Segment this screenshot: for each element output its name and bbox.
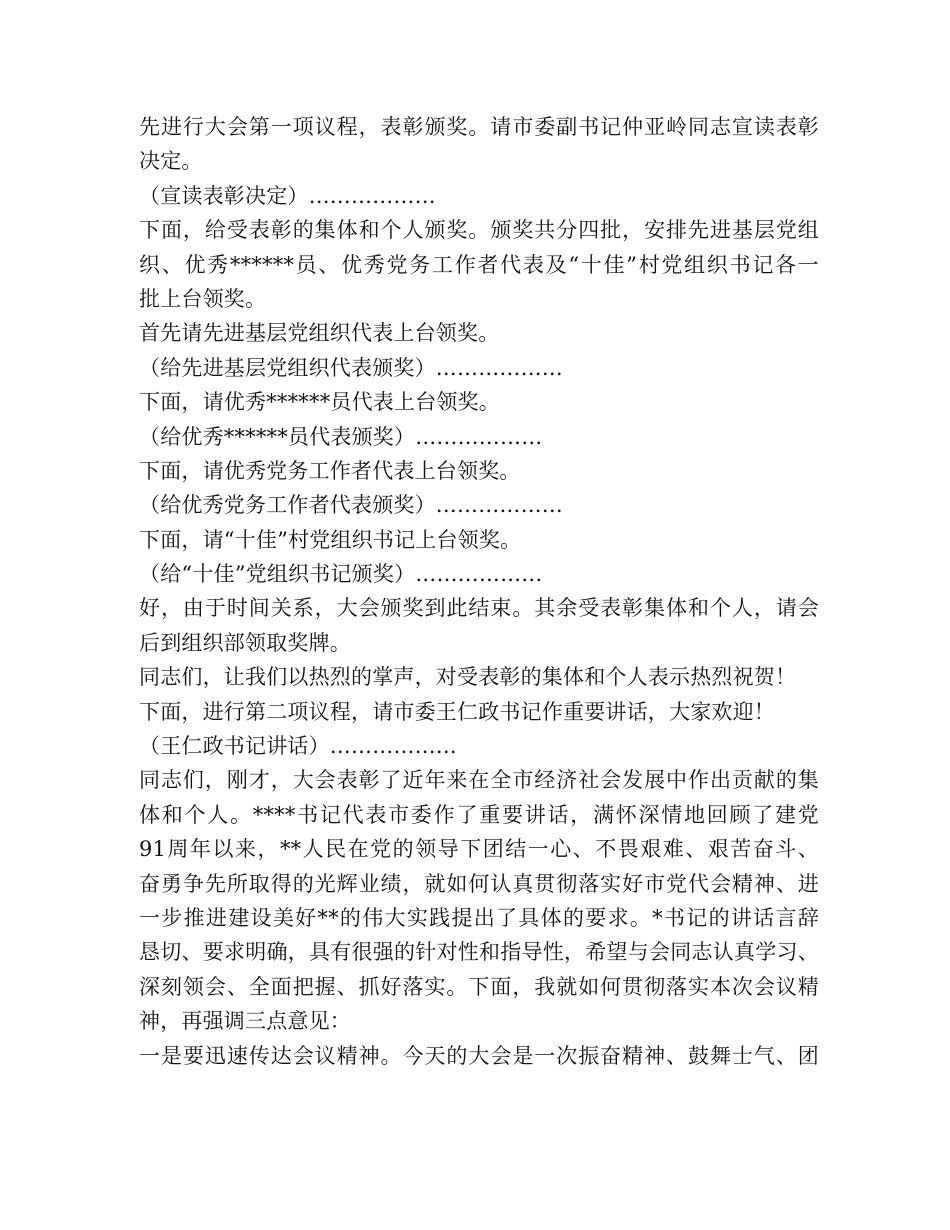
text-line: 同志们，刚才，大会表彰了近年来在全市经济社会发展中作出贡献的集	[139, 768, 819, 793]
text-line: （给“十佳”党组织书记颁奖）………………	[139, 562, 543, 587]
text-line: （给优秀******员代表颁奖）………………	[139, 424, 543, 449]
text-line: 织、优秀******员、优秀党务工作者代表及“十佳”村党组织书记各一	[139, 252, 819, 277]
text-line: 后到组织部领取奖牌。	[139, 630, 351, 655]
text-line: （给先进基层党组织代表颁奖）………………	[139, 355, 563, 380]
text-line: 同志们，让我们以热烈的掌声，对受表彰的集体和个人表示热烈祝贺！	[139, 665, 797, 690]
text-line: 91周年以来，**人民在党的领导下团结一心、不畏艰难、艰苦奋斗、	[139, 837, 819, 862]
text-line: 下面，给受表彰的集体和个人颁奖。颁奖共分四批，安排先进基层党组	[139, 218, 819, 243]
text-line: 下面，进行第二项议程，请市委王仁政书记作重要讲话，大家欢迎！	[139, 699, 775, 724]
text-line: 一是要迅速传达会议精神。今天的大会是一次振奋精神、鼓舞士气、团	[139, 1043, 819, 1068]
text-line: 深刻领会、全面把握、抓好落实。下面，我就如何贯彻落实本次会议精	[139, 974, 819, 999]
text-line: 恳切、要求明确，具有很强的针对性和指导性，希望与会同志认真学习、	[139, 940, 819, 965]
text-line: （王仁政书记讲话）………………	[139, 734, 457, 759]
text-line: （给优秀党务工作者代表颁奖）………………	[139, 493, 563, 518]
text-line: 奋勇争先所取得的光辉业绩，就如何认真贯彻落实好市党代会精神、进	[139, 871, 819, 896]
text-line: （宣读表彰决定）………………	[139, 183, 436, 208]
document-body	[139, 110, 829, 1073]
text-line: 一步推进建设美好**的伟大实践提出了具体的要求。*书记的讲话言辞	[139, 905, 819, 930]
text-line: 决定。	[139, 149, 203, 174]
text-line: 下面，请“十佳”村党组织书记上台领奖。	[139, 527, 522, 552]
text-line: 首先请先进基层党组织代表上台领奖。	[139, 321, 500, 346]
text-line: 神，再强调三点意见：	[139, 1009, 351, 1034]
text-line: 好，由于时间关系，大会颁奖到此结束。其余受表彰集体和个人，请会	[139, 596, 819, 621]
text-line: 先进行大会第一项议程，表彰颁奖。请市委副书记仲亚岭同志宣读表彰	[139, 115, 819, 139]
text-line: 下面，请优秀******员代表上台领奖。	[139, 390, 500, 415]
text-line: 下面，请优秀党务工作者代表上台领奖。	[139, 458, 521, 483]
text-line: 批上台领奖。	[139, 286, 267, 311]
text-line: 体和个人。****书记代表市委作了重要讲话，满怀深情地回顾了建党	[139, 802, 819, 827]
